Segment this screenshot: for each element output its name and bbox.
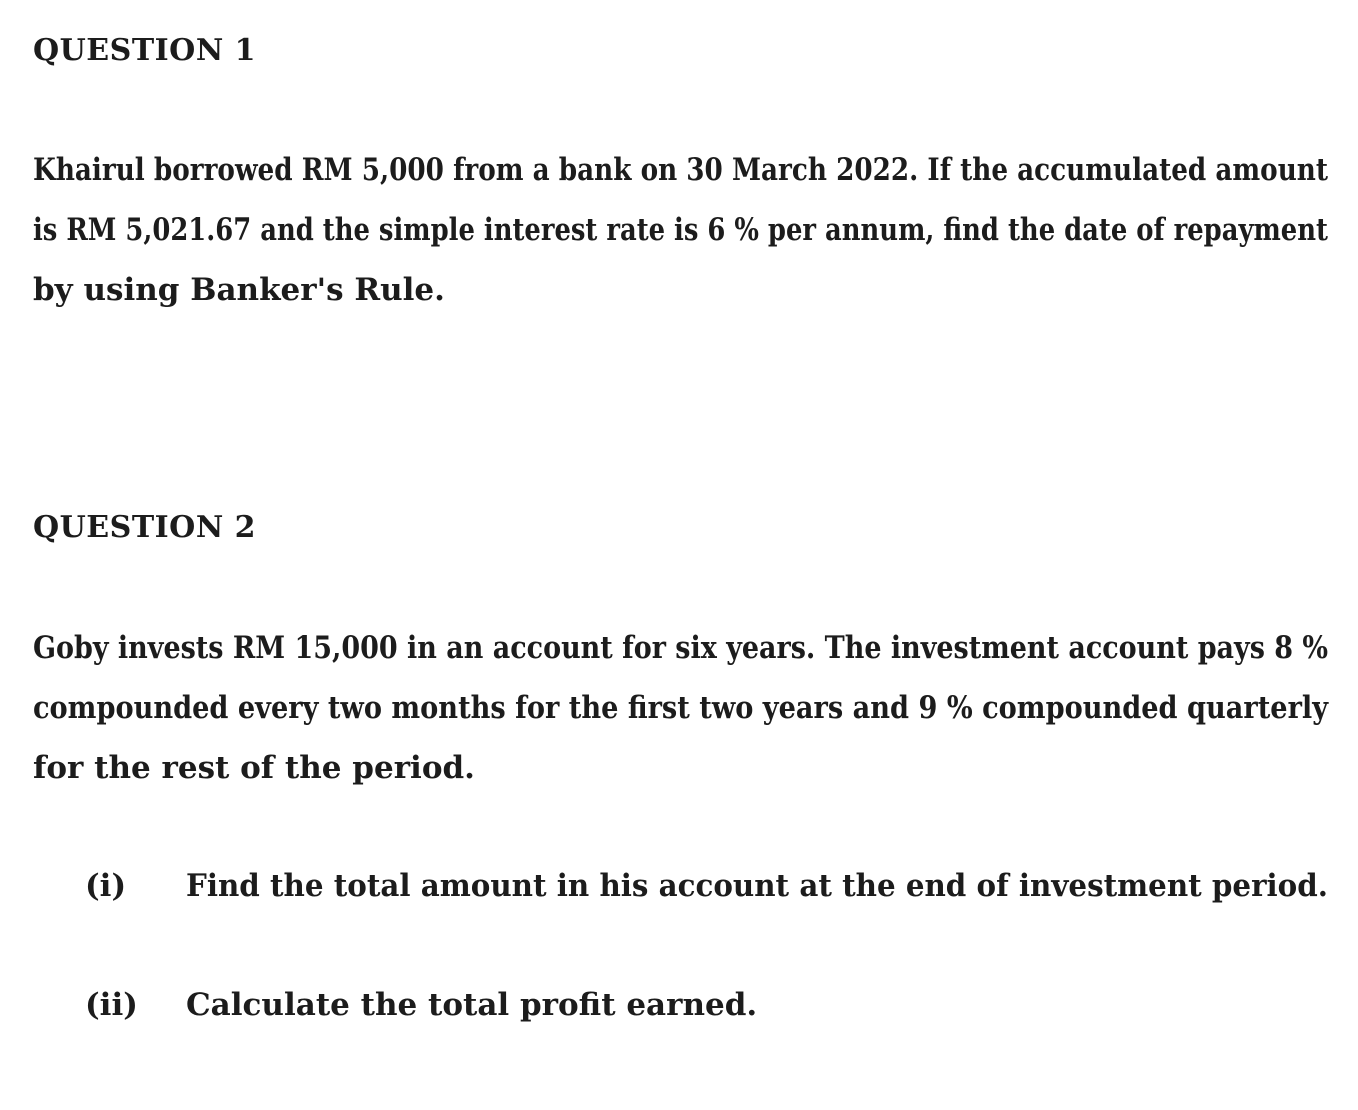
- subquestion-text: Find the total amount in his account at the end of investment period.: [186, 868, 1328, 904]
- question-2-line-1: Goby invests RM 15,000 in an account for six years. The investment account pays 8 %: [33, 630, 1329, 666]
- question-1-heading: QUESTION 1: [33, 33, 257, 68]
- question-2-line-2: compounded every two months for the first two years and 9 % compounded quarterly: [33, 690, 1329, 726]
- question-1-line-2: is RM 5,021.67 and the simple interest rate is 6 % per annum, find the date of repayment: [33, 212, 1328, 248]
- question-2-heading: QUESTION 2: [33, 510, 257, 545]
- question-2-line-3: for the rest of the period.: [33, 750, 475, 786]
- subquestion-text: Calculate the total profit earned.: [186, 987, 758, 1023]
- question-1-line-1: Khairul borrowed RM 5,000 from a bank on 30 March 2022. If the accumulated amount: [33, 152, 1328, 188]
- subquestion-i: [0, 868, 1358, 908]
- subquestion-ii: [0, 987, 1358, 1027]
- question-2-text: [33, 618, 1328, 798]
- subquestion-number: (ii): [85, 987, 138, 1023]
- question-1-text: [33, 140, 1328, 320]
- question-1-line-3: by using Banker's Rule.: [33, 272, 445, 308]
- subquestion-number: (i): [85, 868, 127, 904]
